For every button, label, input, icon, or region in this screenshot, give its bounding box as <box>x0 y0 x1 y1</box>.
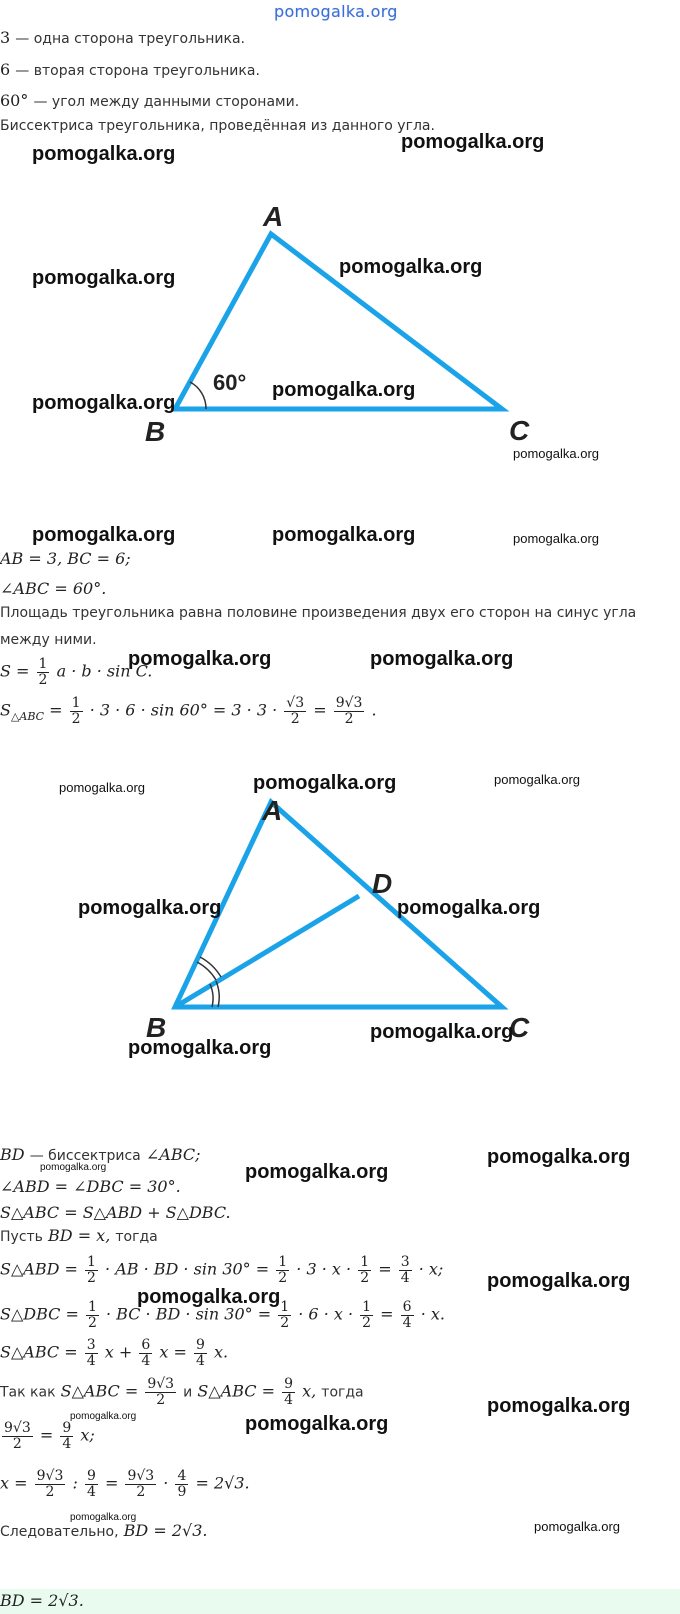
watermark: pomogalka.org <box>487 1270 631 1292</box>
watermark: pomogalka.org <box>32 143 176 165</box>
watermark: pomogalka.org <box>487 1146 631 1168</box>
angle-arc-1 <box>197 962 216 980</box>
sol-since: Так как S△ABC = $\frac{9√3}{2}$ и S△ABC = $\frac{9}{4}$ x, тогда <box>0 1376 364 1408</box>
given-text: — одна сторона треугольника. <box>15 31 246 47</box>
given-line-4: Биссектриса треугольника, проведённая из данного угла. <box>0 118 435 134</box>
formula-area-abd: S△ABD = $\frac{1}{2}$ · AB · BD · sin 30° = $\frac{1}{2}$ · 3 · x · $\frac{1}{2}$ = $\frac{3}{4}$ · x; <box>0 1254 444 1286</box>
watermark: pomogalka.org <box>245 1413 389 1435</box>
sol-bisector: BD — биссектриса ∠ABC; <box>0 1145 201 1164</box>
watermark: pomogalka.org <box>397 897 541 919</box>
watermark: pomogalka.org <box>245 1161 389 1183</box>
given-text: — угол между данными сторонами. <box>33 94 300 110</box>
formula-equation: $\frac{9√3}{2}$ = $\frac{9}{4}$ x; <box>4 1420 95 1452</box>
angle-label: 60° <box>213 370 247 395</box>
angle-arc <box>190 382 206 409</box>
vertex-label-d: D <box>372 868 393 899</box>
formula-solve-x: x = $\frac{9√3}{2}$ : $\frac{9}{4}$ = $\frac{9√3}{2}$ · $\frac{4}{9}$ = 2√3. <box>0 1468 250 1500</box>
watermark: pomogalka.org <box>272 379 416 401</box>
watermark: pomogalka.org <box>128 648 272 670</box>
watermark: pomogalka.org <box>494 772 580 787</box>
formula-area-total: S△ABC = $\frac{3}{4}$ x + $\frac{6}{4}$ x = $\frac{9}{4}$ x. <box>0 1337 229 1369</box>
watermark: pomogalka.org <box>40 1162 107 1173</box>
given-value: 3 <box>0 28 11 47</box>
formula-area-general: S = $\frac{1}{2}$ a · b · sin C. <box>0 656 153 688</box>
given-text: — вторая сторона треугольника. <box>15 63 260 79</box>
watermark: pomogalka.org <box>272 524 416 546</box>
triangle-figure-2 <box>0 790 680 1050</box>
sol-rule-line2: между ними. <box>0 632 97 648</box>
watermark: pomogalka.org <box>487 1395 631 1417</box>
given-value: 60° <box>0 91 29 110</box>
answer-box <box>0 1589 680 1614</box>
watermark: pomogalka.org <box>513 531 599 546</box>
watermark: pomogalka.org <box>513 446 599 461</box>
triangle-figure-1 <box>0 190 680 460</box>
site-header-link[interactable]: pomogalka.org <box>274 2 398 21</box>
watermark: pomogalka.org <box>339 256 483 278</box>
vertex-label-a: A <box>263 201 284 232</box>
watermark: pomogalka.org <box>401 131 545 153</box>
sol-let: Пусть BD = x, тогда <box>0 1226 158 1245</box>
watermark: pomogalka.org <box>137 1286 281 1308</box>
vertex-label-a: A <box>262 795 283 826</box>
sol-rule-line1: Площадь треугольника равна половине произведения двух его сторон на синус угла <box>0 605 637 621</box>
sol-angle: ∠ABC = 60°. <box>0 579 107 598</box>
watermark: pomogalka.org <box>370 648 514 670</box>
watermark: pomogalka.org <box>70 1411 137 1422</box>
answer-text: BD = 2√3. <box>0 1591 84 1610</box>
watermark: pomogalka.org <box>70 1512 137 1523</box>
sol-area-sum: S△ABC = S△ABD + S△DBC. <box>0 1203 231 1222</box>
formula-area-abc: $S_{\triangle ABC}$ = $\frac{1}{2}$ · 3 · 6 · sin 60° = 3 · 3 · $\frac{√3}{2}$ = $\frac{9√3}{2}$ . <box>0 695 377 727</box>
watermark: pomogalka.org <box>32 392 176 414</box>
sol-sides: AB = 3, BC = 6; <box>0 549 131 568</box>
watermark: pomogalka.org <box>78 897 222 919</box>
watermark: pomogalka.org <box>59 780 145 795</box>
watermark: pomogalka.org <box>253 772 397 794</box>
sol-conclusion: Следовательно, BD = 2√3. <box>0 1521 208 1540</box>
watermark: pomogalka.org <box>32 524 176 546</box>
given-line-2 <box>0 60 260 79</box>
given-line-3 <box>0 91 299 110</box>
angle-arc-2 <box>200 957 221 977</box>
given-line-1 <box>0 28 245 47</box>
watermark: pomogalka.org <box>534 1519 620 1534</box>
watermark: pomogalka.org <box>370 1021 514 1043</box>
formula-area-dbc: S△DBC = $\frac{1}{2}$ · BC · BD · sin 30° = $\frac{1}{2}$ · 6 · x · $\frac{1}{2}$ = $\frac{6}{4}$ · x. <box>0 1299 445 1331</box>
angle-arc-4 <box>216 981 219 1007</box>
given-value: 6 <box>0 60 11 79</box>
vertex-label-c: C <box>509 1012 530 1043</box>
vertex-label-b: B <box>145 416 166 447</box>
watermark: pomogalka.org <box>32 267 176 289</box>
vertex-label-b: B <box>146 1012 167 1043</box>
sol-angles-30: ∠ABD = ∠DBC = 30°. <box>0 1177 181 1196</box>
vertex-label-c: C <box>509 415 530 446</box>
watermark: pomogalka.org <box>128 1037 272 1059</box>
